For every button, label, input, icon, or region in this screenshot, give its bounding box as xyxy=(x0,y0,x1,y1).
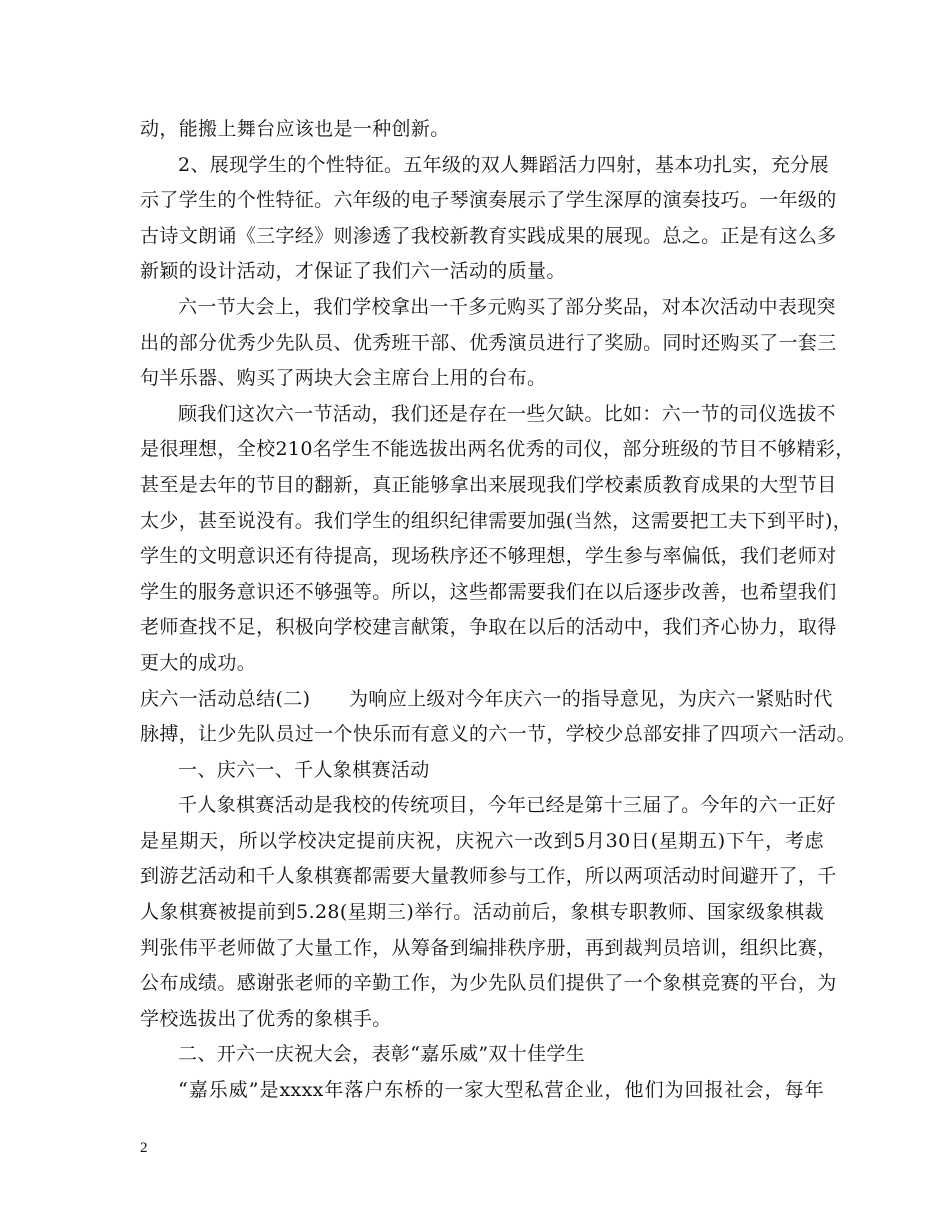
text-line: 动，能搬上舞台应该也是一种创新。 xyxy=(140,118,450,140)
document-body xyxy=(140,112,856,1109)
text-line: 新颖的设计活动，才保证了我们六一活动的质量。 xyxy=(140,260,566,283)
text-line: 千人象棋赛活动是我校的传统项目，今年已经是第十三届了。今年的六一正好 xyxy=(178,794,836,817)
text-line: 古诗文朗诵《三字经》则渗透了我校新教育实践成果的展现。总之。正是有这么多 xyxy=(140,224,837,247)
text-line: 六一节大会上，我们学校拿出一千多元购买了部分奖品，对本次活动中表现突 xyxy=(178,295,836,318)
subheading-line: 二、开六一庆祝大会，表彰“嘉乐威”双十佳学生 xyxy=(178,1043,586,1066)
subheading-line: 一、庆六一、千人象棋赛活动 xyxy=(178,758,430,781)
text-line: 是很理想，全校210名学生不能选拔出两名优秀的司仪，部分班级的节目不够精彩， xyxy=(140,438,855,461)
text-line: 公布成绩。感谢张老师的辛勤工作，为少先队员们提供了一个象棋竞赛的平台，为 xyxy=(140,972,837,995)
text-line: 学生的文明意识还有待提高，现场秩序还不够理想，学生参与率偏低，我们老师对 xyxy=(140,545,837,568)
text-line: 示了学生的个性特征。六年级的电子琴演奏展示了学生深厚的演奏技巧。一年级的 xyxy=(140,189,837,212)
text-line: 学生的服务意识还不够强等。所以，这些都需要我们在以后逐步改善，也希望我们 xyxy=(140,580,837,603)
text-line: 到游艺活动和千人象棋赛都需要大量教师参与工作，所以两项活动时间避开了，千 xyxy=(140,865,837,888)
text-line: 甚至是去年的节目的翻新，真正能够拿出来展现我们学校素质教育成果的大型节目 xyxy=(140,473,837,496)
text-line: 脉搏，让少先队员过一个快乐而有意义的六一节，学校少总部安排了四项六一活动。 xyxy=(140,723,856,746)
text-line: 出的部分优秀少先队员、优秀班干部、优秀演员进行了奖励。同时还购买了一套三 xyxy=(140,331,837,354)
text-line: 学校选拔出了优秀的象棋手。 xyxy=(140,1007,392,1030)
text-line: 判张伟平老师做了大量工作，从筹备到编排秩序册，再到裁判员培训，组织比赛， xyxy=(140,936,837,959)
text-line: 顾我们这次六一节活动，我们还是存在一些欠缺。比如：六一节的司仪选拔不 xyxy=(178,402,836,425)
text-line: 更大的成功。 xyxy=(140,651,257,674)
text-line: 老师查找不足，积极向学校建言献策，争取在以后的活动中，我们齐心协力，取得 xyxy=(140,616,837,639)
text-line: 句半乐器、购买了两块大会主席台上用的台布。 xyxy=(140,367,547,390)
text-line: 是星期天，所以学校决定提前庆祝，庆祝六一改到5月30日(星期五)下午，考虑 xyxy=(140,829,824,852)
text-line: 太少，甚至说没有。我们学生的组织纪律需要加强(当然，这需要把工夫下到平时)， xyxy=(140,509,853,532)
text-line: 2、展现学生的个性特征。五年级的双人舞蹈活力四射，基本功扎实，充分展 xyxy=(178,153,829,176)
page-number: 2 xyxy=(140,1140,148,1156)
text-line: 人象棋赛被提前到5.28(星期三)举行。活动前后，象棋专职教师、国家级象棋裁 xyxy=(140,901,824,924)
section-heading-line: 庆六一活动总结(二) 为响应上级对今年庆六一的指导意见，为庆六一紧贴时代 xyxy=(140,687,833,710)
text-line: “嘉乐威”是xxxx年落户东桥的一家大型私营企业，他们为回报社会，每年 xyxy=(178,1079,824,1102)
